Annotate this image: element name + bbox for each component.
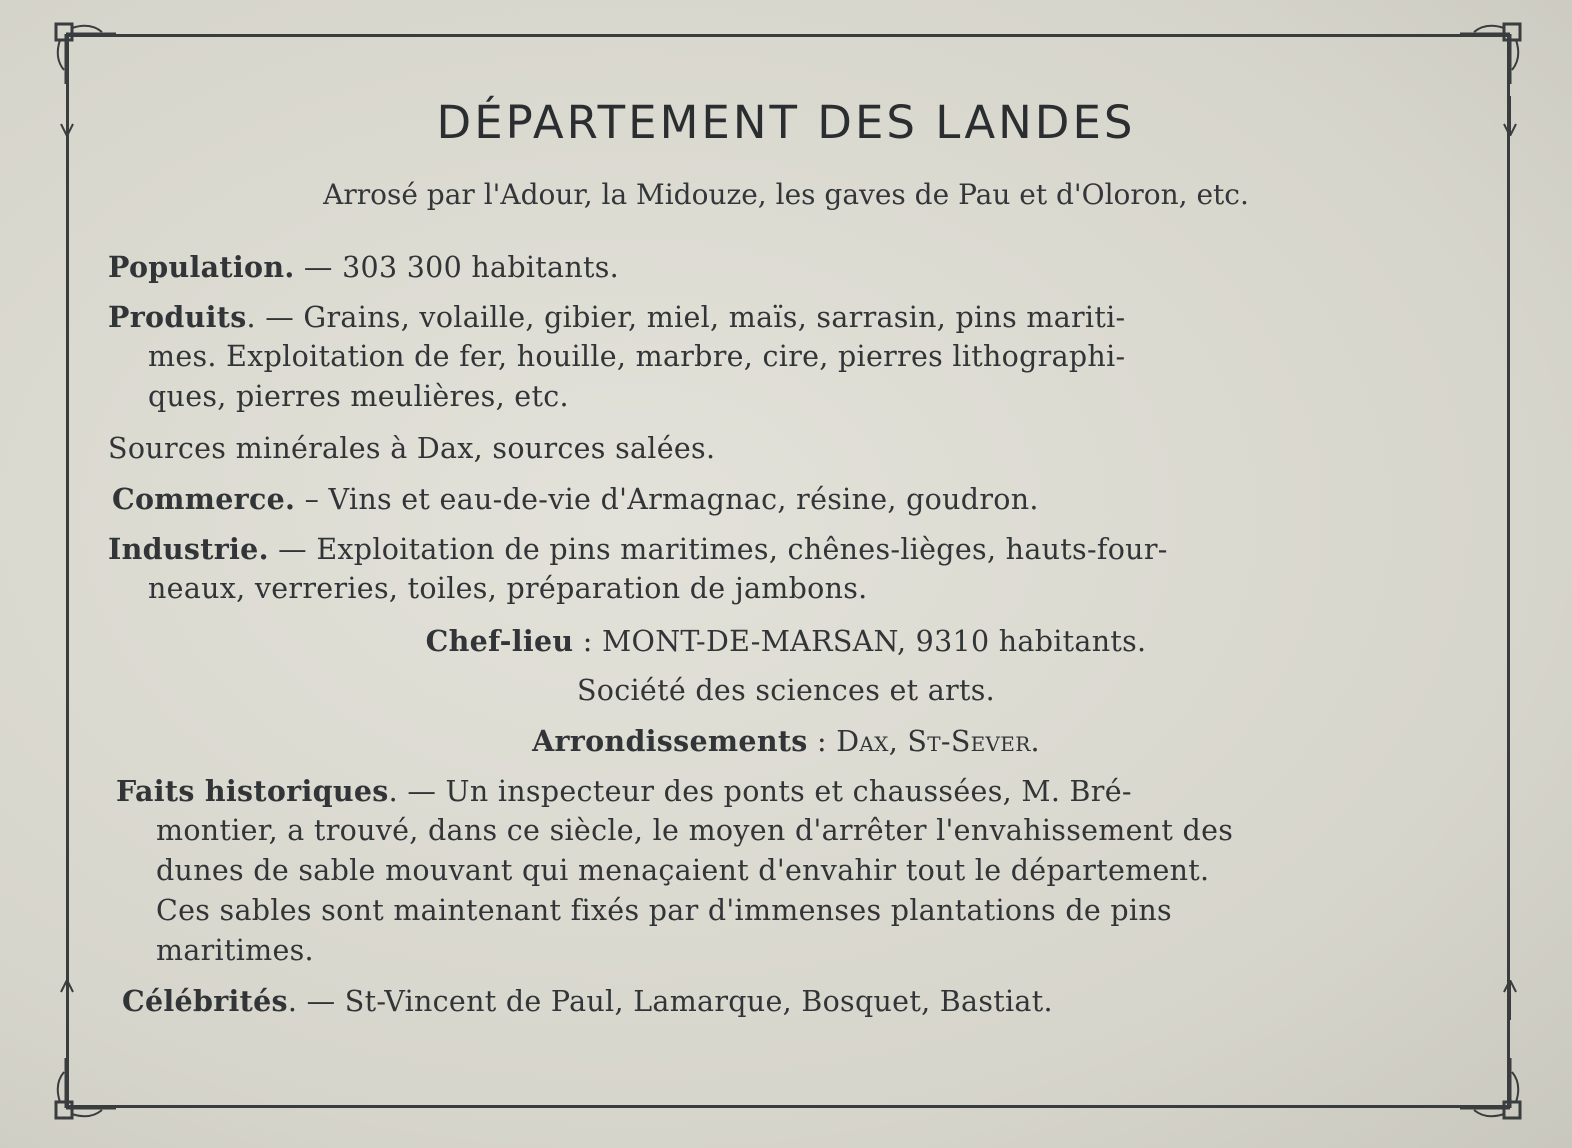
industrie-line-2: neaux, verreries, toiles, préparation de jambons.	[148, 572, 868, 605]
population-line	[108, 250, 619, 284]
societe-line: Société des sciences et arts.	[576, 674, 996, 707]
faits-line-3: dunes de sable mouvant qui menaçaient d'envahir tout le département.	[156, 854, 1210, 887]
industrie-text-1: — Exploitation de pins maritimes, chênes-lièges, hauts-four-	[268, 533, 1168, 566]
produits-text-1: . — Grains, volaille, gibier, miel, maïs, sarrasin, pins mariti-	[246, 301, 1126, 334]
industrie-label: Industrie.	[108, 532, 269, 566]
corner-ornament-icon	[46, 14, 116, 84]
commerce-text: – Vins et eau-de-vie d'Armagnac, résine, goudron.	[295, 483, 1039, 516]
chef-lieu-line	[0, 624, 1572, 658]
faits-label: Faits historiques	[116, 774, 389, 808]
produits-line-1	[108, 300, 1125, 334]
faits-text-1: . — Un inspecteur des ponts et chaussées, M. Bré-	[388, 775, 1132, 808]
corner-ornament-icon	[1460, 1058, 1530, 1128]
population-label: Population.	[108, 250, 295, 284]
industrie-line-1	[108, 532, 1168, 566]
produits-line-2: mes. Exploitation de fer, houille, marbre, cire, pierres lithographi-	[148, 340, 1126, 373]
faits-line-2: montier, a trouvé, dans ce siècle, le moyen d'arrêter l'envahissement des	[156, 814, 1234, 847]
celebrites-text: . — St-Vincent de Paul, Lamarque, Bosquet, Bastiat.	[287, 985, 1053, 1018]
commerce-label: Commerce.	[112, 482, 296, 516]
celebrites-label: Célébrités	[122, 984, 288, 1018]
arrondissements-label: Arrondissements	[532, 724, 808, 758]
commerce-line	[112, 482, 1039, 516]
side-ornament-icon	[1500, 980, 1520, 1020]
corner-ornament-icon	[46, 1058, 116, 1128]
subtitle: Arrosé par l'Adour, la Midouze, les gaves de Pau et d'Oloron, etc.	[323, 178, 1249, 211]
chef-lieu-label: Chef-lieu	[425, 624, 574, 658]
chef-lieu-text: : MONT-DE-MARSAN, 9310 habitants.	[573, 625, 1147, 658]
corner-ornament-icon	[1460, 14, 1530, 84]
arrondissements-text: : Dax, St-Sever.	[807, 725, 1040, 758]
faits-line-1	[116, 774, 1132, 808]
produits-label: Produits	[108, 300, 247, 334]
faits-line-4: Ces sables sont maintenant fixés par d'immenses plantations de pins	[156, 894, 1172, 927]
arrondissements-line	[0, 724, 1572, 758]
side-ornament-icon	[57, 980, 77, 1020]
faits-line-5: maritimes.	[156, 934, 314, 967]
sources-line: Sources minérales à Dax, sources salées.	[108, 432, 716, 465]
celebrites-line	[122, 984, 1053, 1018]
produits-line-3: ques, pierres meulières, etc.	[148, 380, 569, 413]
page-title: DÉPARTEMENT DES LANDES	[436, 96, 1136, 149]
population-text: — 303 300 habitants.	[294, 251, 620, 284]
